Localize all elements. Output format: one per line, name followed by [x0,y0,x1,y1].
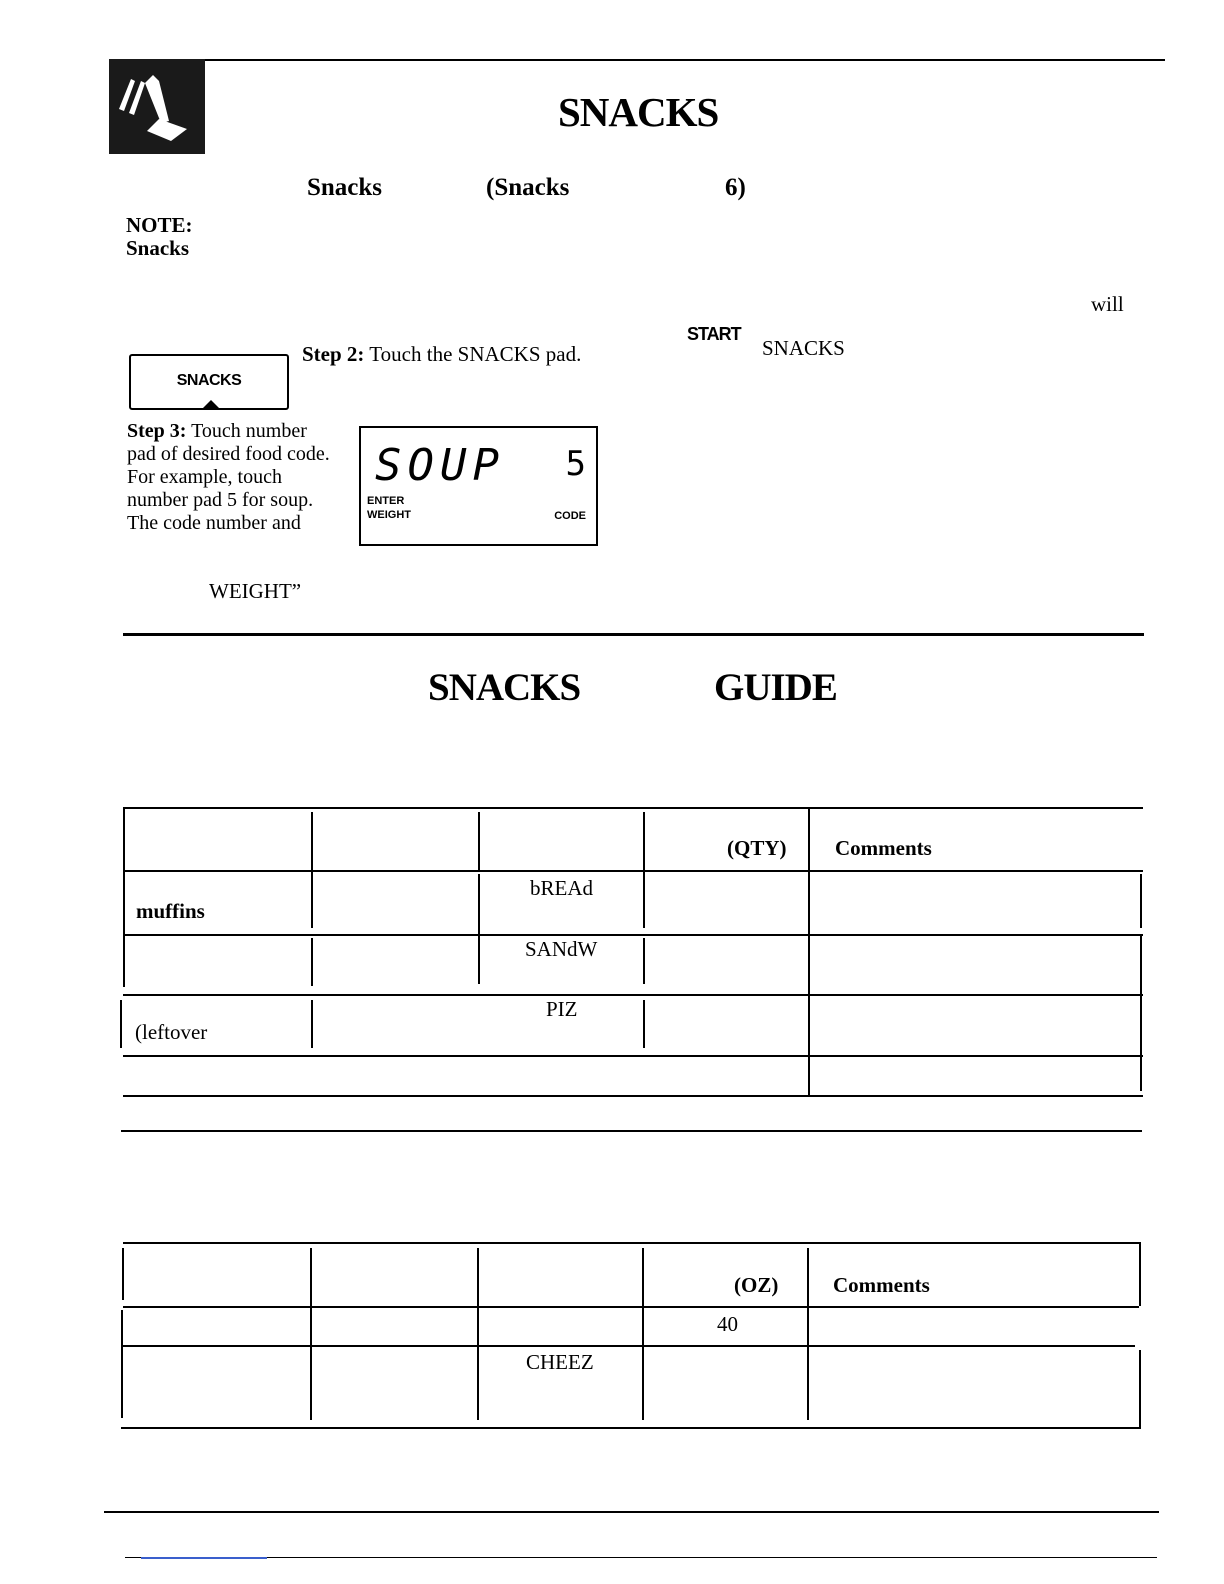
step3-line5: The code number and [127,512,301,534]
t2-col-right [1139,1242,1141,1306]
t2-comments-header: Comments [833,1273,930,1297]
t2-row1-value: 40 [717,1312,738,1336]
intro-code-six: 6) [725,174,746,201]
t1-col-right-c [1140,996,1142,1055]
t2-col-4 [807,1248,809,1420]
t2-rule-header [123,1306,1139,1308]
display-weight-label: WEIGHT [367,509,411,521]
step3-line4: number pad 5 for soup. [127,489,314,511]
t2-oz-header: (OZ) [734,1273,779,1297]
t2-col-left [122,1248,124,1300]
t2-rule-top [123,1242,1141,1244]
snacks-pad-label: SNACKS [176,372,242,389]
t2-col-1 [310,1248,312,1420]
t2-row2-code: CHEEZ [526,1350,594,1374]
step3-line1-text: Touch number [191,420,307,442]
display-code-label: CODE [554,510,586,522]
footer-rule [104,1511,1159,1513]
note-snacks: Snacks [126,236,190,260]
will-text: will [1091,292,1124,316]
t1-col-2b [478,874,480,928]
t1-comments-header: Comments [835,836,932,860]
t1-col-right-d [1140,1057,1142,1091]
step3-line3: For example, touch [127,466,282,488]
t1-row3-code: PIZ [546,997,578,1021]
section-divider [123,633,1144,636]
display-text: SOUP [375,440,505,491]
t1-col-right-b [1140,936,1142,994]
t1-col-right [1140,874,1142,928]
t2-rule-bottom [121,1427,1141,1429]
footer-rule-bottom [125,1557,1157,1558]
step2 [302,342,581,367]
t2-col-left-b [121,1310,123,1418]
step2-label: Step 2: [302,342,365,366]
t1-rule-row2 [123,994,1143,996]
t1-col-4 [808,807,810,1095]
t1-col-2c [478,928,480,984]
step3-line1 [127,420,307,443]
t1-col-3 [643,812,645,928]
t1-qty-header: (QTY) [727,836,787,860]
display-enter-label: ENTER [367,495,405,507]
start-label: START [687,324,741,344]
display-code: 5 [565,444,586,484]
t1-row1-food: muffins [136,899,205,923]
t1-col-1 [311,812,313,928]
intro-snacks-paren: (Snacks [486,174,570,201]
t1-rule-top [123,807,1143,809]
note-label: NOTE: [126,213,193,237]
enter-weight-text: WEIGHT” [209,579,302,603]
t1-rule-row3 [123,1055,1143,1057]
step3-line2: pad of desired food code. [127,443,330,465]
page-title: SNACKS [558,89,719,135]
t1-rule-row1 [123,934,1143,936]
section-rule [121,1130,1142,1132]
display-enter-weight [367,494,411,522]
t1-rule-bottom [123,1095,1143,1097]
header-top-rule [109,59,1165,61]
t1-col-1c [311,1000,313,1048]
footer-rule-accent [141,1557,267,1559]
intro-snacks: Snacks [307,174,383,201]
t1-row3-food: (leftover [135,1020,208,1044]
guide-title-left: SNACKS [428,666,581,709]
t1-col-1b [311,938,313,986]
t1-col-3b [643,938,645,984]
guide-title-right: GUIDE [714,666,837,709]
t1-col-2 [478,812,480,870]
t1-rule-header [123,870,1143,872]
t1-col-left [123,807,125,987]
t2-col-3 [642,1248,644,1420]
hand-pressing-pad-icon [109,59,205,154]
snacks-pad-button[interactable] [129,354,289,410]
snacks-word: SNACKS [762,336,845,360]
t2-col-right-b [1139,1350,1141,1428]
step3-label: Step 3: [127,420,187,442]
t1-row1-code: bREAd [530,876,593,900]
t2-rule-row1 [123,1345,1135,1347]
pointer-arrow-icon [201,400,221,410]
step2-text: Touch the SNACKS pad. [369,342,582,366]
t1-col-3c [643,1000,645,1048]
t1-row2-code: SANdW [525,937,598,961]
t2-col-2 [477,1248,479,1420]
lcd-display [359,426,598,546]
t1-col-left-b [120,1000,122,1048]
